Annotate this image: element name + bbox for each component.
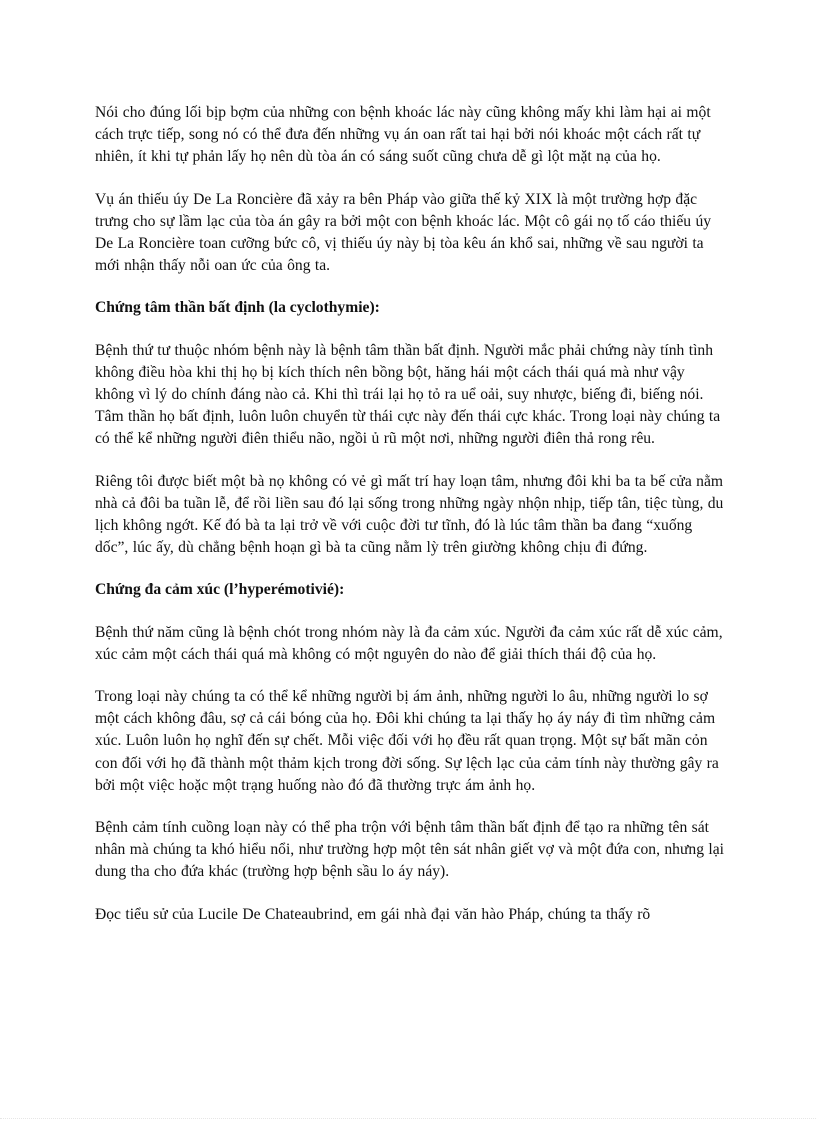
paragraph-1: Nói cho đúng lối bịp bợm của những con bệnh khoác lác này cũng không mấy khi làm hại ai một cách trực tiếp, song nó có thể đưa đến những vụ án oan rất tai hại bởi nói khoác một cách rất tự nhiên, ít khi tự phản lấy họ nên dù tòa án có sáng suốt cũng chưa dễ gì lột mặt nạ của họ. — [95, 104, 711, 166]
section-heading-hyperemotivite: Chứng đa cảm xúc (l’hyperémotivié): — [95, 581, 345, 599]
paragraph-7: Bệnh cảm tính cuồng loạn này có thể pha trộn với bệnh tâm thần bất định để tạo ra những tên sát nhân mà chúng ta khó hiểu nổi, như trường hợp một tên sát nhân giết vợ và một đứa con, nhưng lại dung tha cho đứa khác (trường hợp bệnh sầu lo áy náy). — [95, 819, 725, 881]
paragraph-5: Bệnh thứ năm cũng là bệnh chót trong nhóm này là đa cảm xúc. Người đa cảm xúc rất dễ xúc cảm, xúc cảm một cách thái quá mà không có một nguyên do nào để giải thích thái độ của họ. — [95, 623, 723, 663]
paragraph-8: Đọc tiểu sử của Lucile De Chateaubrind, em gái nhà đại văn hào Pháp, chúng ta thấy rõ — [95, 905, 651, 923]
page-bottom-edge — [0, 1118, 816, 1119]
paragraph-3: Bệnh thứ tư thuộc nhóm bệnh này là bệnh tâm thần bất định. Người mắc phải chứng này tính tình không điều hòa khi thị họ bị kích thích nên bồng bột, hăng hái một cách thái quá mà như vậy không vì lý do chính đáng nào cả. Khi thì trái lại họ tỏ ra uể oải, suy nhược, biếng đi, biếng nói. Tâm thần họ bất định, luôn luôn chuyển từ thái cực này đến thái cực khác. Trong loại này chúng ta có thể kể những người điên thiểu não, ngồi ủ rũ một nơi, những người điên thả rong rêu. — [95, 341, 721, 448]
paragraph-6: Trong loại này chúng ta có thể kể những người bị ám ảnh, những người lo âu, những người lo sợ một cách không đâu, sợ cả cái bóng của họ. Đôi khi chúng ta lại thấy họ áy náy đi tìm những cảm xúc. Luôn luôn họ nghĩ đến sự chết. Mỗi việc đối với họ đều rất quan trọng. Một sự bất mãn cỏn con đối với họ đã thành một thảm kịch trong đời sống. Sự lệch lạc của cảm tính này thường gây ra bởi một việc hoặc một trạng huống nào đó đã thường trực ám ảnh họ. — [95, 688, 719, 794]
section-heading-cyclothymie: Chứng tâm thần bất định (la cyclothymie): — [95, 299, 380, 317]
paragraph-2: Vụ án thiếu úy De La Roncière đã xảy ra bên Pháp vào giữa thế kỷ XIX là một trường hợp đặc trưng cho sự lầm lạc của tòa án gây ra bởi một con bệnh khoác lác. Một cô gái nọ tố cáo thiếu úy De La Roncière toan cưỡng bức cô, vị thiếu úy này bị tòa kêu án khổ sai, những về sau người ta mới nhận thấy nỗi oan ức của ông ta. — [95, 190, 712, 275]
document-page — [95, 102, 725, 926]
paragraph-4: Riêng tôi được biết một bà nọ không có vẻ gì mất trí hay loạn tâm, nhưng đôi khi ba ta bế cửa nằm nhà cả đôi ba tuần lễ, để rồi liền sau đó lại sống trong những ngày nhộn nhịp, tiếp tân, tiệc tùng, du lịch không ngớt. Kế đó bà ta lại trở về với cuộc đời tư tĩnh, đó là lúc tâm thần ba đang “xuống dốc”, lúc ấy, dù chẳng bệnh hoạn gì bà ta cũng nằm lỳ trên giường không chịu đi đứng. — [95, 472, 724, 557]
